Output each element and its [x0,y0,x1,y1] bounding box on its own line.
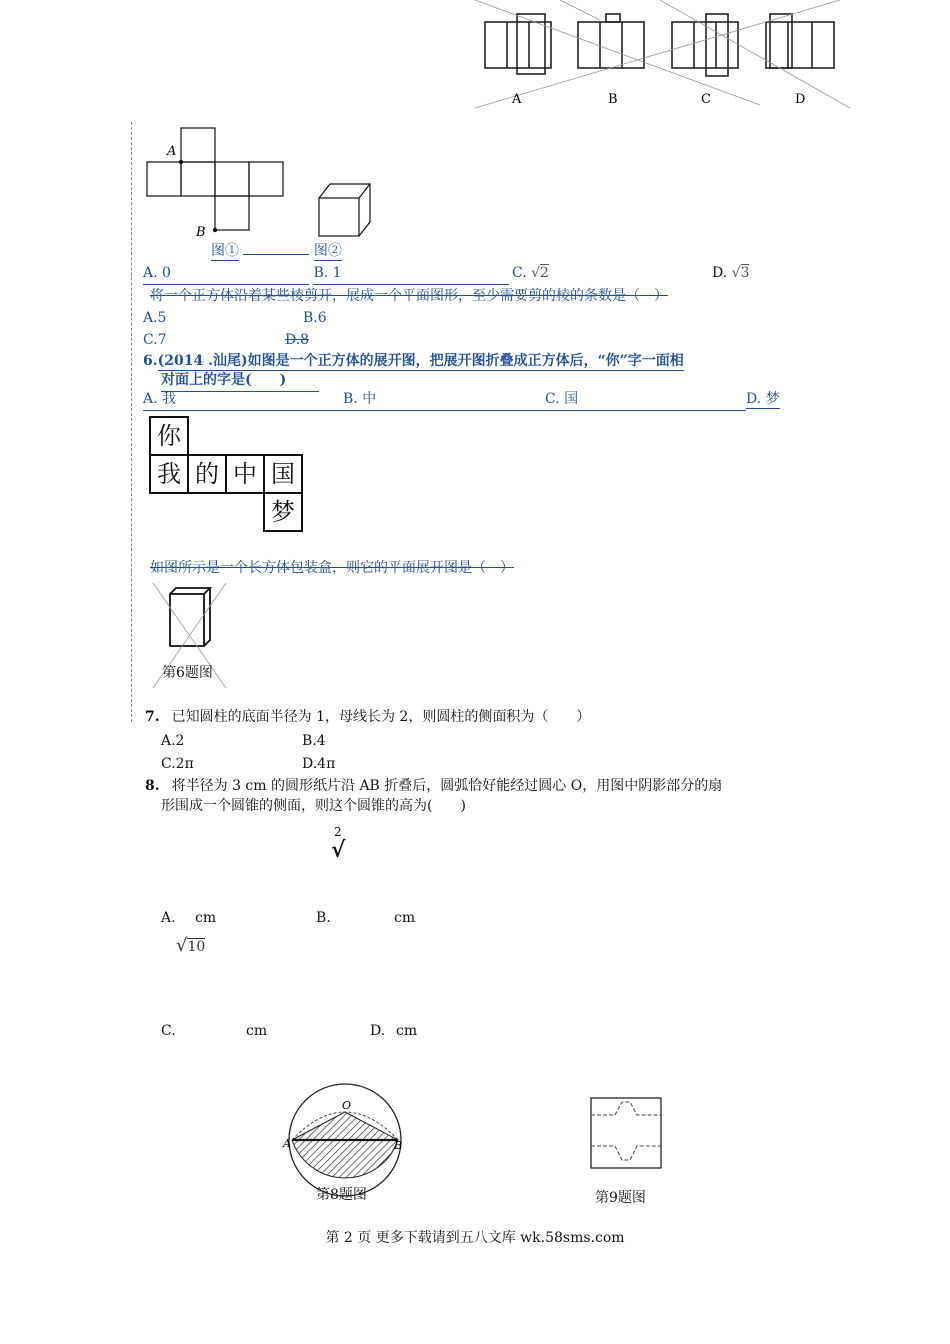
figure-2-caption: 图② [313,243,342,259]
cut-option-a: A.5 [143,310,167,326]
prev-option-d: D. [712,265,728,281]
q6-stem-line1: (2014 .汕尾)如图是一个正方体的展开图，把展开图折叠成正方体后，“你”字一面相 [157,353,684,369]
page-footer: 第 2 页 更多下载请到五八文库 wk.58sms.com [325,1230,625,1246]
point-a-label: A [167,144,177,159]
q6-number: 6. [143,353,158,369]
fig8-label-b: B [394,1139,403,1152]
q7-option-b: B.4 [302,733,326,749]
q8-option-b: B. [316,910,331,926]
sqrt-2: √2 [531,265,549,281]
q8-option-d: D. [370,1023,386,1039]
option-c-label: C [701,92,711,107]
q6-option-c: C. 国 [545,389,746,411]
q7-option-c: C.2π [161,756,194,772]
fig9-paper [589,1096,669,1176]
option-b-label: B [608,92,618,107]
q8-option-b-unit: cm [394,910,416,926]
fig8-circle [276,1056,416,1196]
net-cell-wo: 我 [149,454,189,494]
q8-option-a-unit: cm [195,910,217,926]
q8-number: 8. [145,778,160,794]
fig6-caption: 第6题图 [162,665,213,681]
q8-option-d-unit: cm [396,1023,418,1039]
net-cell-guo: 国 [263,454,303,494]
q7-option-a: A.2 [161,733,185,749]
q7-number: 7. [145,709,160,725]
q6-option-b: B. 中 [343,389,545,411]
q6-option-a: A. 我 [143,389,343,411]
cut-option-d: D.8 [285,332,310,348]
box-question: 如图所示是一个长方体包装盒，则它的平面展开图是（ ） [150,560,514,576]
cut-option-c: C.7 [143,332,167,348]
prev-option-c: C. [512,265,527,281]
q6-option-d: D. 梦 [746,391,780,407]
q6-net [149,416,309,534]
net-cell-ni: 你 [149,416,189,456]
fig8-label-a: A [283,1137,291,1150]
q8-option-c-unit: cm [246,1023,268,1039]
point-b-label: B [196,225,206,240]
prev-option-b: B. 1 [313,263,509,285]
fig9-caption: 第9题图 [595,1190,646,1206]
q7-stem: 已知圆柱的底面半径为 1，母线长为 2，则圆柱的侧面积为（ ） [171,709,591,725]
radical-sup: 2 [334,825,342,839]
radical-sign: √ [331,837,346,863]
option-a-label: A [512,92,522,107]
net-cell-meng: 梦 [263,492,303,532]
cut-option-b: B.6 [303,310,327,326]
q8-stem-line1: 将半径为 3 cm 的圆形纸片沿 AB 折叠后，圆弧恰好能经过圆心 O，用图中阴影部分的扇 [171,778,723,794]
q8-option-c: C. [161,1023,176,1039]
prev-option-a: A. 0 [143,263,309,285]
margin-line [131,122,132,722]
option-d-label: D [795,92,806,107]
sqrt-3: √3 [731,265,750,281]
q6-stem-line2: 对面上的字是( ) [161,370,319,392]
figure-1-caption: 图① [211,243,239,259]
q8-option-a: A. [161,910,176,926]
q7-option-d: D.4π [302,756,336,772]
sqrt-10: √10 [176,935,206,956]
fig8-label-o: O [342,1099,352,1112]
cut-question: 将一个正方体沿着某些棱剪开，展成一个平面图形，至少需要剪的棱的条数是（ ） [150,288,668,304]
net-cell-de: 的 [187,454,227,494]
q8-stem-line2: 形围成一个圆锥的侧面，则这个圆锥的高为( ) [161,798,466,814]
net-options-figure [0,0,950,120]
fig8-caption: 第8题图 [316,1187,367,1203]
net-cell-zhong: 中 [225,454,265,494]
